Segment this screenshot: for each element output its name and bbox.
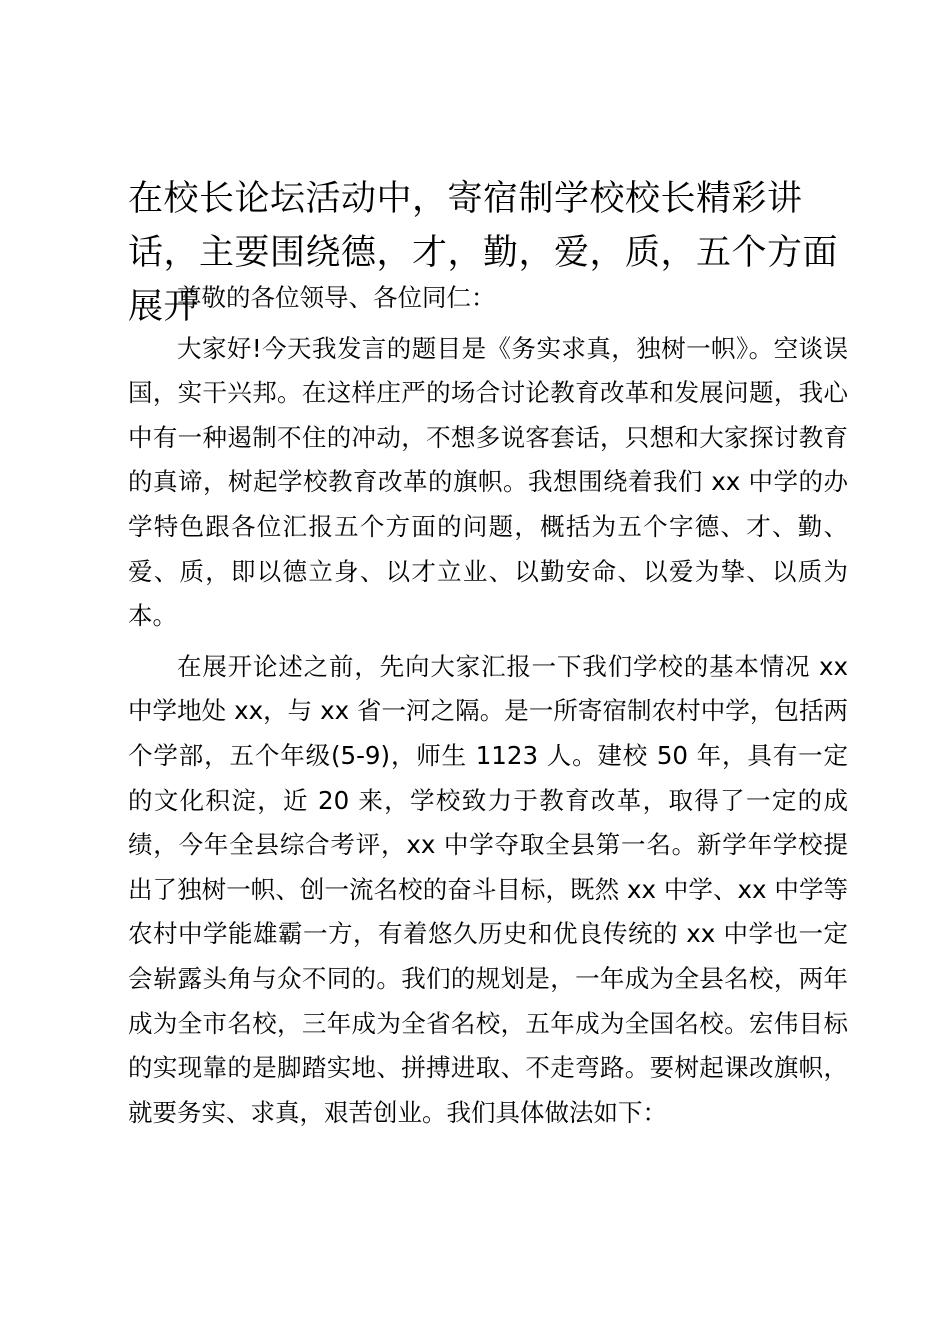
body-paragraph-school-overview: 在展开论述之前，先向大家汇报一下我们学校的基本情况 xx 中学地处 xx，与 xx 省一河之隔。是一所寄宿制农村中学，包括两个学部，五个年级(5-9)，师生 1123 人。建校 50 年，具有一定的文化积淀，近 20 来，学校致力于教育改革，取得了一定的成绩，今年全县综合考评，xx 中学夺取全县第一名。新学年学校提出了独树一帜、创一流名校的奋斗目标，既然 xx 中学、xx 中学等农村中学能雄霸一方，有着悠久历史和优良传统的 xx 中学也一定会崭露头角与众不同的。我们的规划是，一年成为全县名校，两年成为全市名校，三年成为全省名校，五年成为全国名校。宏伟目标的实现靠的是脚踏实地、拼搏进取、不走弯路。要树起课改旗帜，就要务实、求真，艰苦创业。我们具体做法如下：: [128, 651, 848, 1127]
document-body: [128, 276, 848, 1141]
salutation: 尊敬的各位领导、各位同仁：: [177, 283, 496, 312]
body-paragraph-opening: 大家好!今天我发言的题目是《务实求真，独树一帜》。空谈误国，实干兴邦。在这样庄严的场合讨论教育改革和发展问题，我心中有一种遏制不住的冲动，不想多说客套话，只想和大家探讨教育的真谛，树起学校教育改革的旗帜。我想围绕着我们 xx 中学的办学特色跟各位汇报五个方面的问题，概括为五个字德、才、勤、爱、质，即以德立身、以才立业、以勤安命、以爱为挚、以质为本。: [128, 333, 848, 631]
document-title: 在校长论坛活动中，寄宿制学校校长精彩讲话，主要围绕德，才，勤，爱，质，五个方面展开: [128, 179, 839, 327]
